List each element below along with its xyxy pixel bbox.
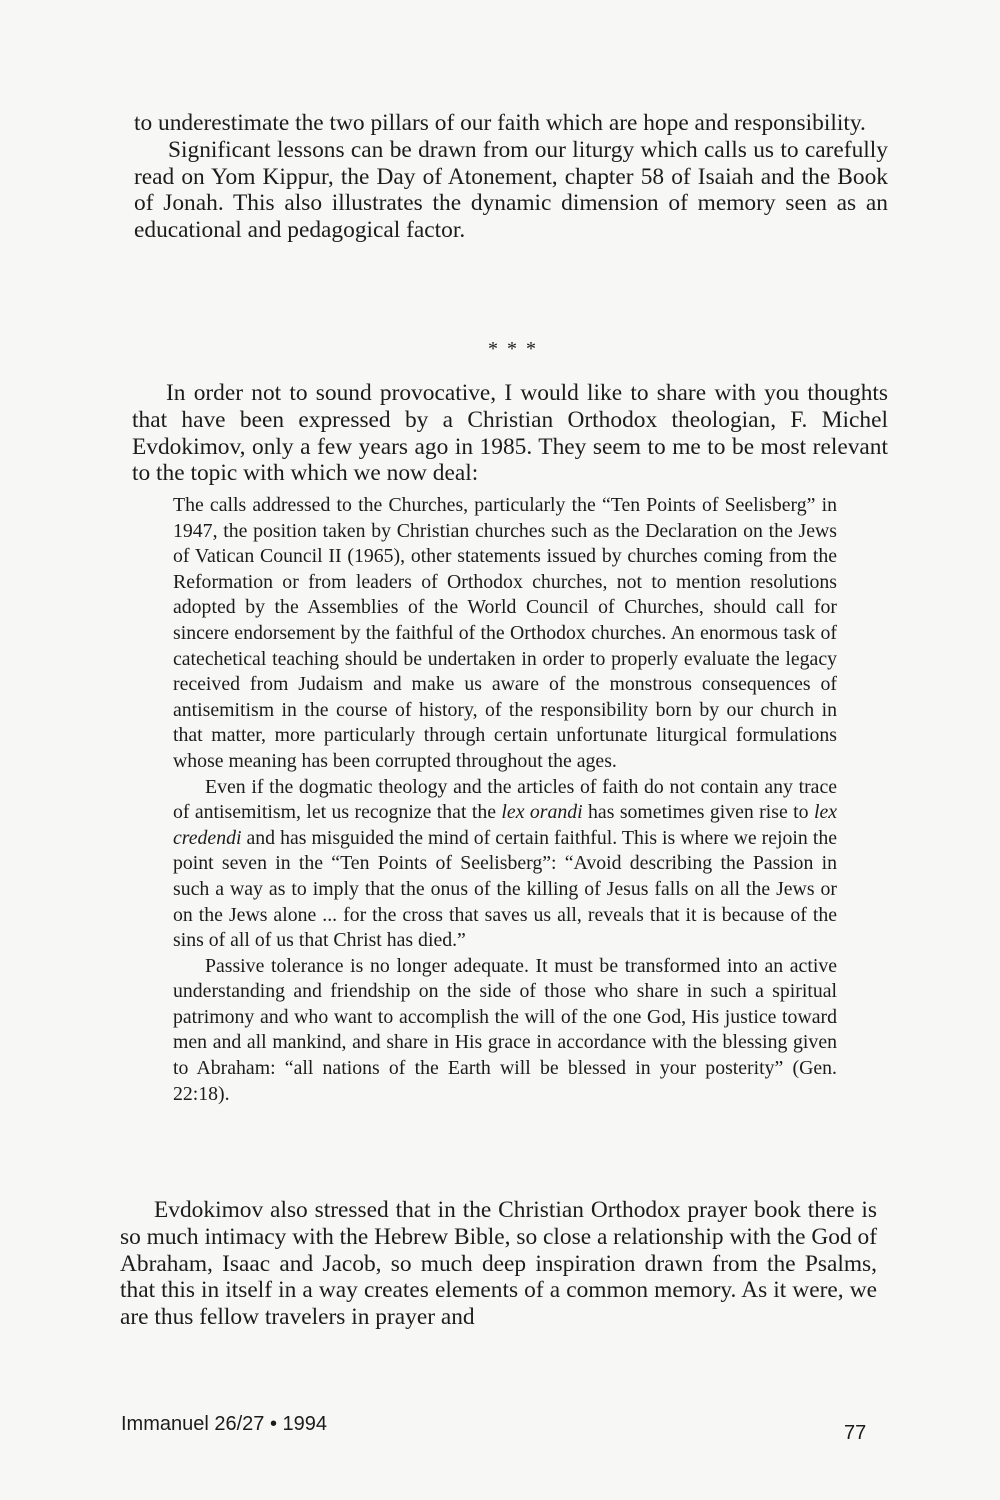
paragraph: to underestimate the two pillars of our faith which are hope and responsibility. xyxy=(134,110,866,136)
journal-footer: Immanuel 26/27 • 1994 xyxy=(121,1413,328,1435)
intro-text-block xyxy=(132,380,888,487)
quote-text: has sometimes given rise to xyxy=(582,801,814,824)
paragraph: Significant lessons can be drawn from our liturgy which calls us to carefully read on Yom Kippur, the Day of Atonement, chapter 58 of Isaiah and the Book of Jonah. This also illustrates the dynamic dimension of memory seen as an educational and pedagogical factor. xyxy=(134,136,888,244)
latin-term: lex credendi xyxy=(173,801,838,849)
quote-text: and has misguided the mind of certain faithful. This is where we rejoin the point seven in the “Ten Points of Seelisberg”: “Avoid describing the Passion in such a way as to imply that the onus of the killing of Jesus falls on all the Jews or on the Jews alone ... for the cross that saves us all, reveals that it is because of the sins of all of us that Christ has died.” xyxy=(173,826,837,952)
quote-paragraph: The calls addressed to the Churches, particularly the “Ten Points of Seelisberg” in 1947, the position taken by Christian churches such as the Declaration on the Jews of Vatican Council II (1965), other statements issued by churches coming from the Reformation or from leaders of Orthodox churches, not to mention resolutions adopted by the Assemblies of the World Council of Churches, should call for sincere endorsement by the faithful of the Orthodox churches. An enormous task of catechetical teaching should be undertaken in order to properly evaluate the legacy received from Judaism and make us aware of the monstrous consequences of antisemitism in the course of history, of the responsibility born by our church in that matter, more particularly through certain unfortunate liturgical formulations whose meaning has been corrupted throughout the ages. xyxy=(173,494,837,772)
quote-paragraph xyxy=(173,775,837,954)
latin-term: lex orandi xyxy=(501,801,583,824)
opening-text-block xyxy=(134,110,888,244)
paragraph: In order not to sound provocative, I would like to share with you thoughts that have been expressed by a Christian Orthodox theologian, F. Michel Evdokimov, only a few years ago in 1985. They seem to me to be most relevant to the topic with which we now deal: xyxy=(132,380,888,487)
quote-paragraph: Passive tolerance is no longer adequate. It must be transformed into an active understanding and friendship on the side of those who share in such a spiritual patrimony and who want to accomplish the will of the one God, His justice toward men and all mankind, and share in His grace in accordance with the blessing given to Abraham: “all nations of the Earth will be blessed in your posterity” (Gen. 22:18). xyxy=(173,954,837,1105)
section-separator: * * * xyxy=(488,338,538,360)
quote-text: Even if the dogmatic theology and the articles of faith do not contain any trace of antisemitism, let us recognize that the xyxy=(173,775,837,824)
block-quotation xyxy=(173,493,837,1107)
closing-text-block xyxy=(120,1197,877,1331)
page-number: 77 xyxy=(844,1422,867,1444)
paragraph: Evdokimov also stressed that in the Christian Orthodox prayer book there is so much intimacy with the Hebrew Bible, so close a relationship with the God of Abraham, Isaac and Jacob, so much deep inspiration drawn from the Psalms, that this in itself in a way creates elements of a common memory. As it were, we are thus fellow travelers in prayer and xyxy=(120,1197,877,1331)
